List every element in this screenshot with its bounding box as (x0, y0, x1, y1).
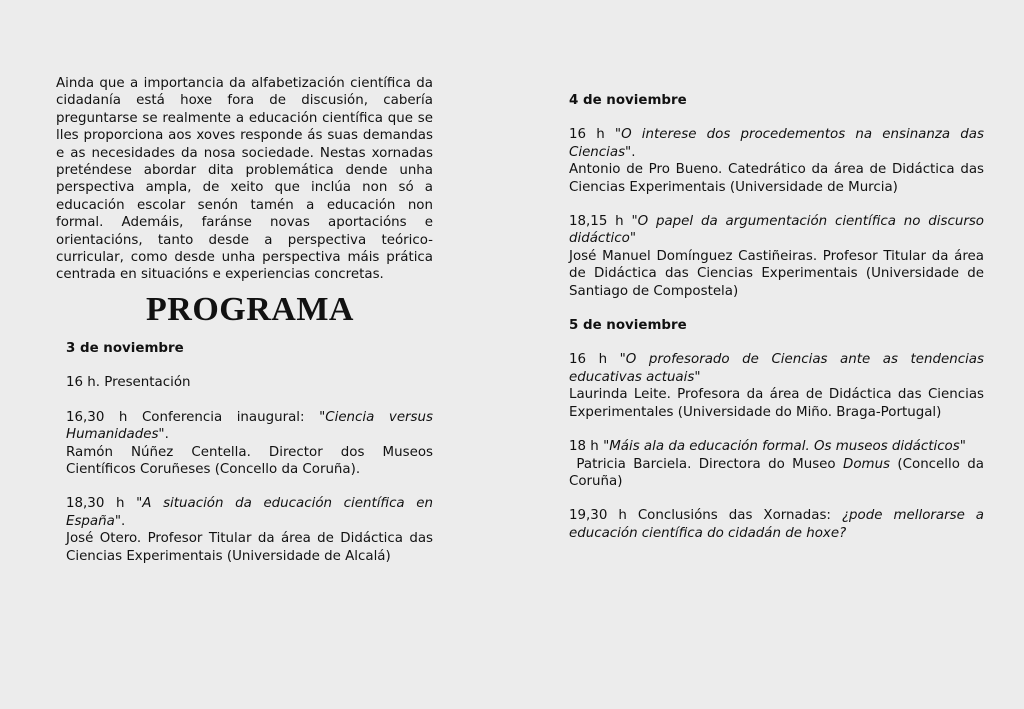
speaker-affiliation: (Concello da Coruña) (569, 456, 984, 489)
event-speaker: Ramón Núñez Centella. Director dos Museos Científicos Coruñeses (Concello da Coruña). (66, 444, 433, 477)
event-line (569, 507, 984, 542)
speaker-text: Patricia Barciela. Directora do Museo (576, 456, 836, 472)
event-line (569, 213, 984, 248)
event-lead: Conclusións das Xornadas: (637, 508, 831, 524)
event-title-end: . (631, 144, 636, 160)
event-speaker: Laurinda Leite. Profesora da área de Didáctica das Ciencias Experimentales (Universidade do Miño. Braga-Portugal) (569, 387, 984, 420)
event-talk-title: "Máis ala da educación formal. Os museos didácticos" (603, 439, 966, 455)
event-speaker (569, 456, 984, 491)
event-line (66, 409, 433, 444)
event-time: 16,30 h (66, 409, 128, 425)
event-situacion-educacion (66, 495, 433, 565)
event-speaker: Antonio de Pro Bueno. Catedrático da área de Didáctica das Ciencias Experimentais (Universidade de Murcia) (569, 162, 984, 195)
event-line (569, 126, 984, 161)
day-heading-5-nov: 5 de noviembre (569, 318, 687, 334)
event-line (569, 438, 984, 455)
event-talk-title: "A situación da educación científica en España (66, 496, 433, 529)
event-time: 18,30 h (66, 496, 125, 512)
event-museos-didacticos (569, 438, 984, 490)
intro-paragraph: Ainda que a importancia da alfabetización científica da cidadanía está hoxe fora de discusión, cabería preguntarse se realmente a educación científica que se lles proporciona aos xoves responde ás suas demandas e as necesidades da nosa sociedade. Nestas xornadas preténdese abordar dita problemática dende unha perspectiva ampla, de xeito que inclúa non só a educación escolar senón tamén a educación non formal. Ademáis, faránse novas aportacións e orientacións, tanto desde a perspectiva teórico- curricular, como desde unha perspectiva máis prática centrada en situacións e experiencias concretas. (56, 76, 433, 283)
event-presentation (66, 374, 433, 391)
event-argumentacion (569, 213, 984, 300)
event-talk-title: "O papel da argumentación científica no discurso didáctico" (569, 214, 984, 247)
event-time: 18 h (569, 439, 599, 455)
program-title: PROGRAMA (146, 290, 354, 328)
museum-name: Domus (843, 456, 891, 472)
event-profesorado (569, 351, 984, 421)
event-time-label: 16 h. Presentación (66, 375, 191, 391)
event-speaker: José Manuel Domínguez Castiñeiras. Profesor Titular da área de Didáctica das Ciencias Experimentais (Universidade de Santiago de Compostela) (569, 248, 984, 299)
event-conclusions (569, 507, 984, 542)
event-title-end: . (164, 427, 169, 443)
right-column (569, 92, 984, 559)
event-title-end: ". (114, 513, 126, 529)
event-talk-title: ¿pode mellorarse a educación científica do cidadán de hoxe? (569, 508, 985, 541)
day-heading-4-nov: 4 de noviembre (569, 93, 687, 108)
event-procedementos (569, 126, 984, 196)
day-heading-3-nov: 3 de noviembre (66, 340, 184, 356)
event-line (569, 351, 984, 386)
left-column (56, 75, 433, 582)
event-speaker: José Otero. Profesor Titular da área de Didáctica das Ciencias Experimentais (Universidade de Alcalá) (66, 531, 433, 564)
event-talk-title: "O interese dos procedementos na ensinanza das Ciencias" (569, 127, 984, 160)
event-time: 16 h (569, 352, 608, 368)
event-inaugural-conference (66, 409, 433, 479)
event-lead: Conferencia inaugural: (141, 409, 305, 425)
event-line (66, 495, 433, 530)
event-talk-title: "O profesorado de Ciencias ante as tendencias educativas actuais" (569, 352, 984, 385)
event-time: 16 h (569, 127, 605, 143)
event-time: 19,30 h (569, 508, 627, 524)
event-time: 18,15 h (569, 214, 624, 230)
event-talk-title: "Ciencia versus Humanidades" (66, 409, 433, 443)
